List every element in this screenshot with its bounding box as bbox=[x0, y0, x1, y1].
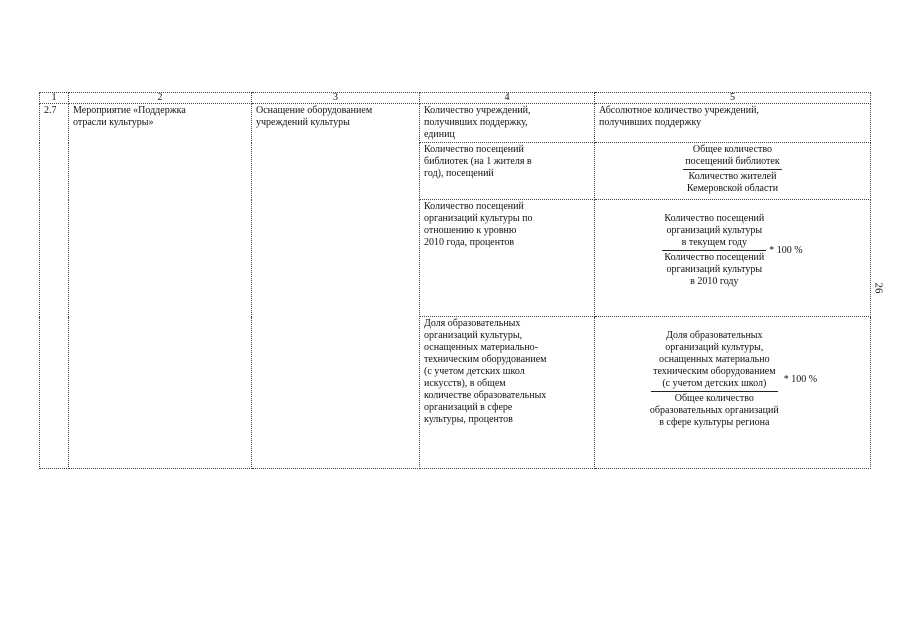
formula-numerator: Доля образовательных организаций культуры, оснащенных материально техническим оборудованием (с учетом детских школ) bbox=[651, 330, 778, 392]
formula bbox=[599, 213, 866, 288]
indicator-name-3: Количество посещений организаций культуры по отношению к уровню 2010 года, процентов bbox=[420, 200, 595, 317]
indicator-name-2: Количество посещений библиотек (на 1 жителя в год), посещений bbox=[420, 143, 595, 200]
header-col-5: 5 bbox=[595, 93, 871, 104]
formula bbox=[599, 144, 866, 195]
fraction bbox=[683, 144, 781, 195]
header-col-3: 3 bbox=[252, 93, 420, 104]
formula-numerator: Количество посещений организаций культуры в текущем году bbox=[662, 213, 766, 251]
formula-denominator: Количество жителей Кемеровской области bbox=[686, 171, 779, 194]
formula-numerator: Общее количество посещений библиотек bbox=[683, 144, 781, 170]
formula bbox=[599, 330, 866, 429]
formula-multiplier: * 100 % bbox=[769, 244, 803, 256]
fraction bbox=[648, 330, 781, 429]
fraction bbox=[662, 213, 766, 288]
page-number: 26 bbox=[872, 282, 885, 294]
formula-denominator: Количество посещений организаций культуры в 2010 году bbox=[664, 252, 765, 287]
indicator-formula-4 bbox=[595, 317, 871, 469]
event-name: Мероприятие «Поддержка отрасли культуры» bbox=[69, 104, 252, 469]
indicators-table bbox=[39, 92, 871, 469]
header-col-4: 4 bbox=[420, 93, 595, 104]
indicator-formula-2 bbox=[595, 143, 871, 200]
header-col-2: 2 bbox=[69, 93, 252, 104]
row-number: 2.7 bbox=[40, 104, 69, 469]
indicator-name-1: Количество учреждений, получивших поддержку, единиц bbox=[420, 104, 595, 143]
header-col-1: 1 bbox=[40, 93, 69, 104]
indicator-name-4: Доля образовательных организаций культуры, оснащенных материально- техническим оборудованием (с учетом детских школ искусств), в общем количестве образовательных организаций в сфере культуры, процентов bbox=[420, 317, 595, 469]
indicator-method-1: Абсолютное количество учреждений, получивших поддержку bbox=[595, 104, 871, 143]
table-header-row bbox=[40, 93, 871, 104]
indicator-formula-3 bbox=[595, 200, 871, 317]
goal-name: Оснащение оборудованием учреждений культуры bbox=[252, 104, 420, 469]
formula-multiplier: * 100 % bbox=[783, 373, 818, 385]
formula-denominator: Общее количество образовательных организаций в сфере культуры региона bbox=[649, 393, 779, 428]
table-row bbox=[40, 104, 871, 143]
